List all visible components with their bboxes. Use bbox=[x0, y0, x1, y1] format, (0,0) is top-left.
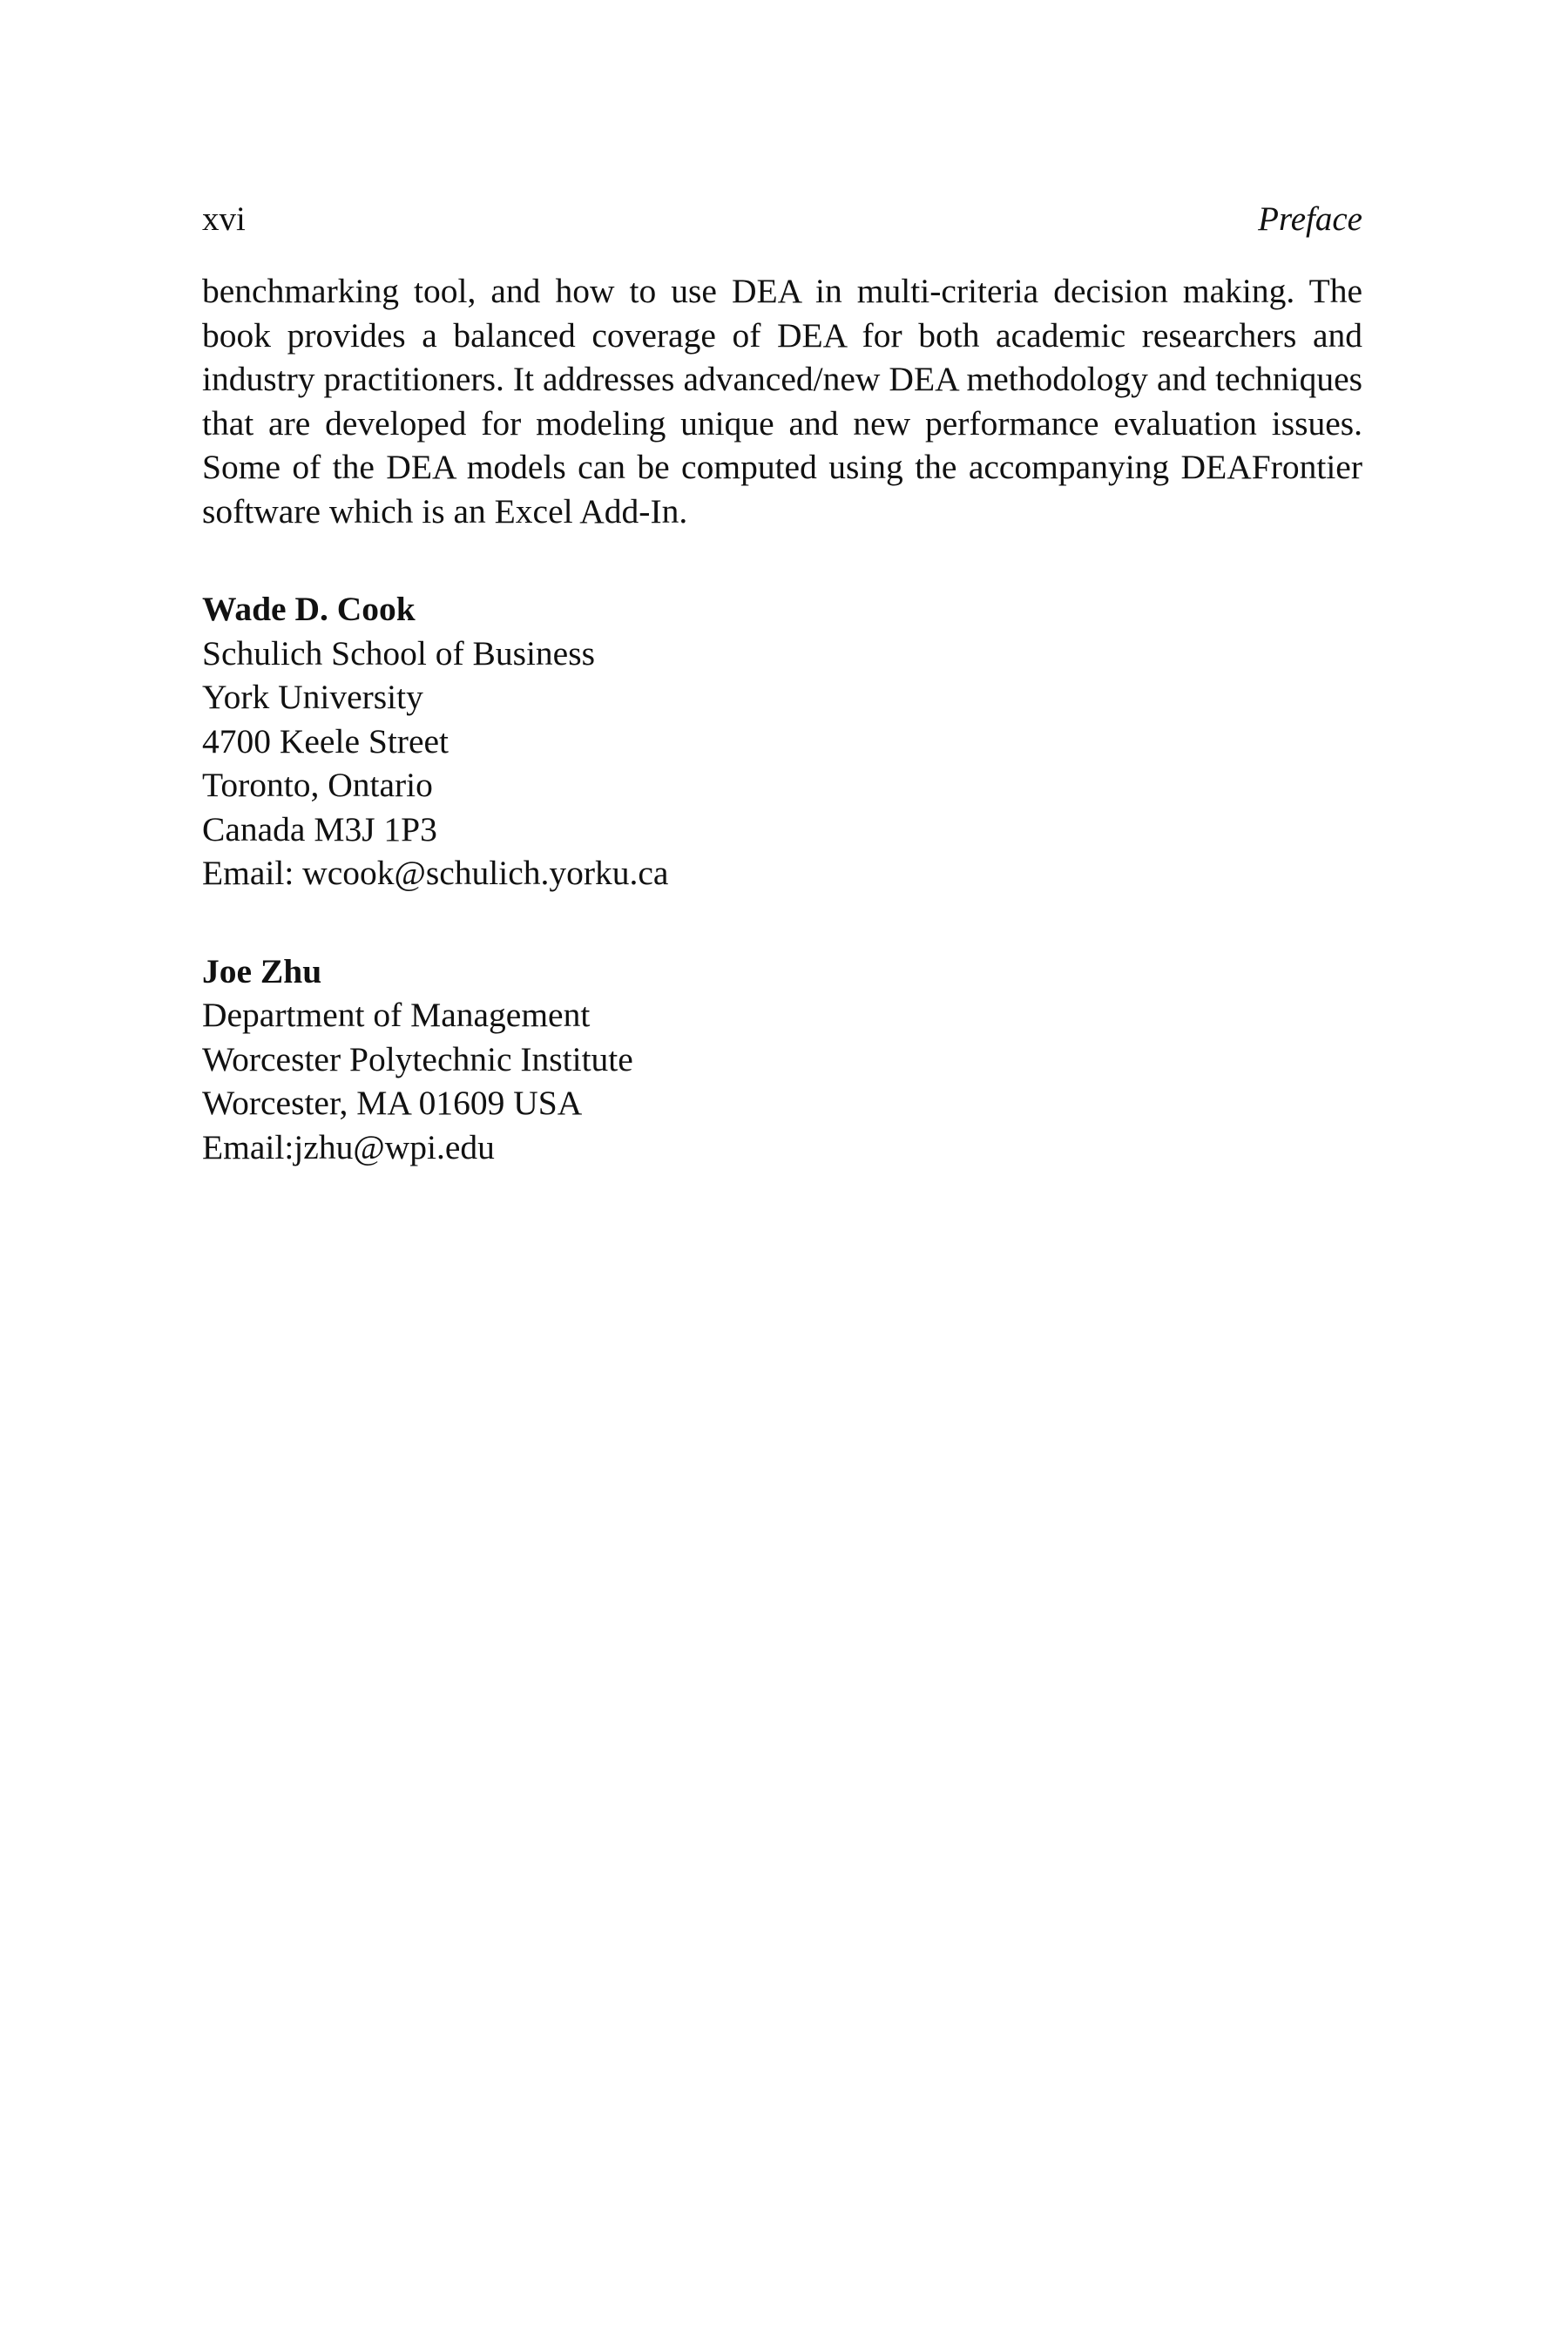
author-name: Joe Zhu bbox=[202, 951, 322, 990]
book-page bbox=[202, 202, 1362, 1223]
author-name: Wade D. Cook bbox=[202, 590, 416, 628]
author-affiliation-line: York University bbox=[202, 678, 423, 716]
page-number: xvi bbox=[202, 200, 246, 238]
author-block-cook bbox=[202, 587, 1362, 896]
author-affiliation-line: Department of Management bbox=[202, 996, 591, 1034]
author-affiliation-line: Schulich School of Business bbox=[202, 633, 595, 672]
preface-paragraph: benchmarking tool, and how to use DEA in multi-criteria decision making. The book provides a balanced coverage of DEA for both academic researchers and industry practitioners. It addresses advanced/new DEA methodology and techniques that are developed for modeling unique and new performance evaluation issues. Some of the DEA models can be computed using the accompanying DEAFrontier software which is an Excel Add-In. bbox=[202, 272, 1362, 531]
author-email: Email:jzhu@wpi.edu bbox=[202, 1127, 495, 1166]
author-email: Email: wcook@schulich.yorku.ca bbox=[202, 854, 669, 892]
running-head bbox=[202, 202, 1362, 236]
author-block-zhu bbox=[202, 950, 1362, 1170]
author-affiliation-line: Worcester Polytechnic Institute bbox=[202, 1039, 633, 1078]
author-address-line: Toronto, Ontario bbox=[202, 766, 433, 804]
author-address-line: Canada M3J 1P3 bbox=[202, 809, 437, 848]
author-address-line: Worcester, MA 01609 USA bbox=[202, 1084, 583, 1122]
section-title: Preface bbox=[1258, 200, 1362, 238]
author-address-line: 4700 Keele Street bbox=[202, 721, 449, 760]
